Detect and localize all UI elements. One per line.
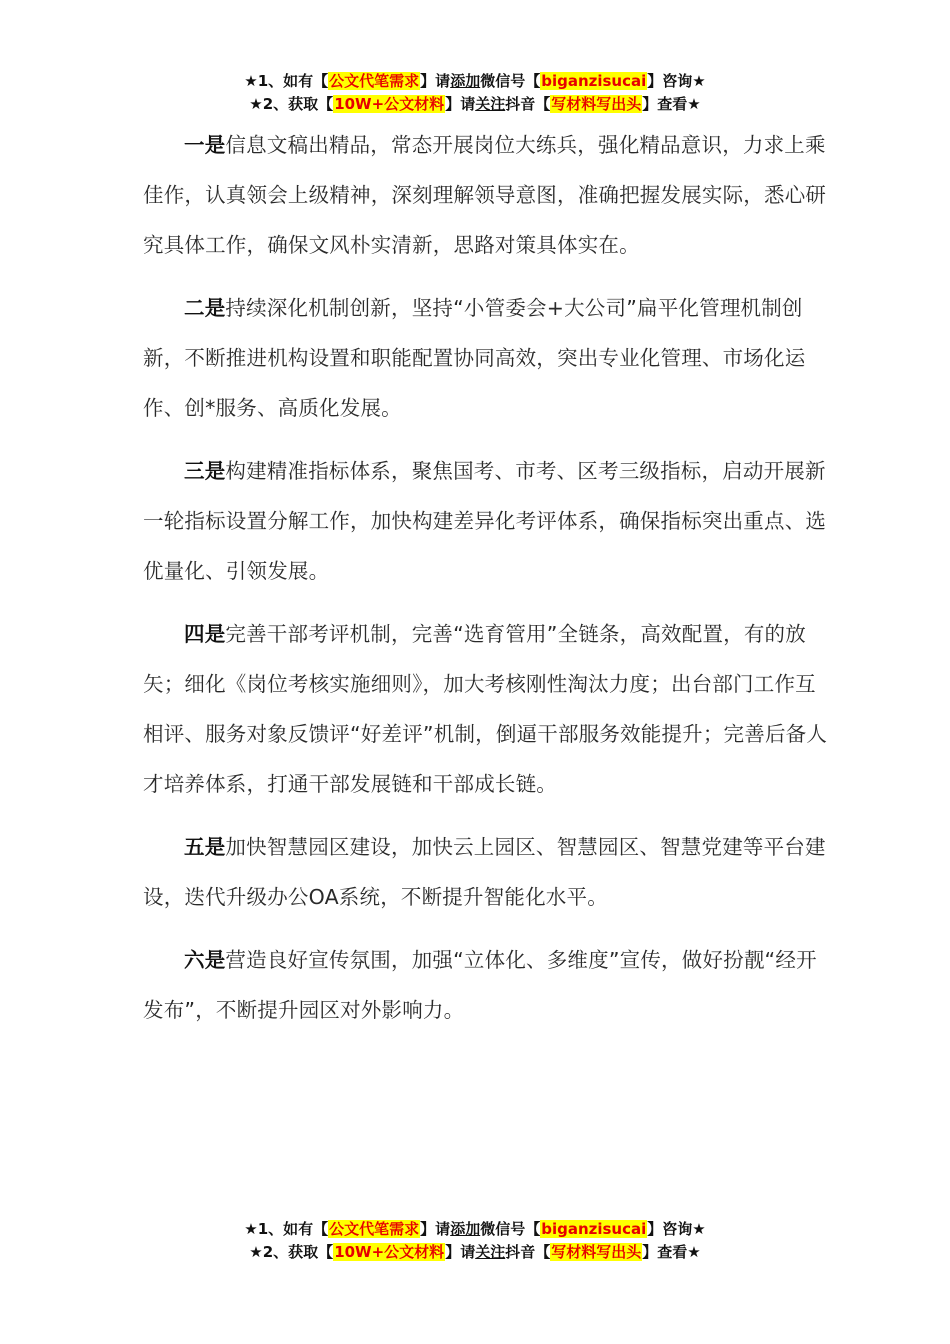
banner-text: 抖音【 [505, 1243, 551, 1261]
banner-text: ★1、如有【 [244, 1220, 329, 1238]
banner-text: 抖音【 [505, 95, 551, 113]
paragraph-6 [143, 935, 833, 1035]
paragraph-5 [143, 822, 833, 922]
banner-line-2 [0, 1241, 950, 1264]
paragraph-lead: 四是 [184, 622, 226, 646]
paragraph-2 [143, 283, 833, 433]
banner-text: 】请 [445, 1243, 476, 1261]
paragraph-lead: 一是 [184, 133, 226, 157]
banner-text: 微信号【 [480, 1220, 541, 1238]
paragraph-text: 构建精准指标体系，聚焦国考、市考、区考三级指标，启动开展新一轮指标设置分解工作，加快构建差异化考评体系，确保指标突出重点、选优量化、引领发展。 [143, 459, 827, 583]
banner-text: 】请 [420, 1220, 451, 1238]
emphasis-text: 添加 [450, 72, 481, 90]
emphasis-text: 关注 [475, 1243, 506, 1261]
highlight-text: biganzisucai [541, 72, 647, 90]
paragraph-text: 完善干部考评机制，完善“选育管用”全链条，高效配置，有的放矢；细化《岗位考核实施细则》，加大考核刚性淘汰力度；出台部门工作互相评、服务对象反馈评“好差评”机制，倒逼干部服务效能提升；完善后备人才培养体系，打通干部发展链和干部成长链。 [143, 622, 828, 796]
highlight-text: 写材料写出头 [551, 95, 642, 113]
document-body [143, 120, 833, 1048]
paragraph-4 [143, 609, 833, 809]
top-banner [0, 70, 950, 116]
paragraph-text: 营造良好宣传氛围，加强“立体化、多维度”宣传，做好扮靓“经开发布”，不断提升园区对外影响力。 [143, 948, 817, 1022]
highlight-text: 10W+公文材料 [334, 1243, 445, 1261]
banner-text: ★2、获取【 [249, 1243, 334, 1261]
banner-text: 】请 [445, 95, 476, 113]
banner-line-1 [0, 1218, 950, 1241]
paragraph-text: 加快智慧园区建设，加快云上园区、智慧园区、智慧党建等平台建设，迭代升级办公OA系统，不断提升智能化水平。 [143, 835, 826, 909]
banner-text: 】咨询★ [647, 1220, 706, 1238]
banner-line-1 [0, 70, 950, 93]
paragraph-text: 信息文稿出精品，常态开展岗位大练兵，强化精品意识，力求上乘佳作，认真领会上级精神，深刻理解领导意图，准确把握发展实际，悉心研究具体工作，确保文风朴实清新，思路对策具体实在。 [143, 133, 827, 257]
paragraph-1 [143, 120, 833, 270]
banner-text: ★1、如有【 [244, 72, 329, 90]
emphasis-text: 关注 [475, 95, 506, 113]
banner-text: 】查看★ [642, 1243, 701, 1261]
banner-text: 】查看★ [642, 95, 701, 113]
emphasis-text: 添加 [450, 1220, 481, 1238]
banner-text: ★2、获取【 [249, 95, 334, 113]
bottom-banner [0, 1218, 950, 1264]
highlight-text: biganzisucai [541, 1220, 647, 1238]
paragraph-lead: 六是 [184, 948, 226, 972]
banner-text: 微信号【 [480, 72, 541, 90]
paragraph-lead: 五是 [184, 835, 226, 859]
paragraph-3 [143, 446, 833, 596]
paragraph-lead: 三是 [184, 459, 226, 483]
highlight-text: 10W+公文材料 [334, 95, 445, 113]
highlight-text: 公文代笔需求 [329, 1220, 420, 1238]
paragraph-text: 持续深化机制创新，坚持“小管委会+大公司”扁平化管理机制创新，不断推进机构设置和职能配置协同高效，突出专业化管理、市场化运作、创*服务、高质化发展。 [143, 296, 806, 420]
highlight-text: 写材料写出头 [551, 1243, 642, 1261]
paragraph-lead: 二是 [184, 296, 226, 320]
banner-line-2 [0, 93, 950, 116]
banner-text: 】请 [420, 72, 451, 90]
highlight-text: 公文代笔需求 [329, 72, 420, 90]
banner-text: 】咨询★ [647, 72, 706, 90]
